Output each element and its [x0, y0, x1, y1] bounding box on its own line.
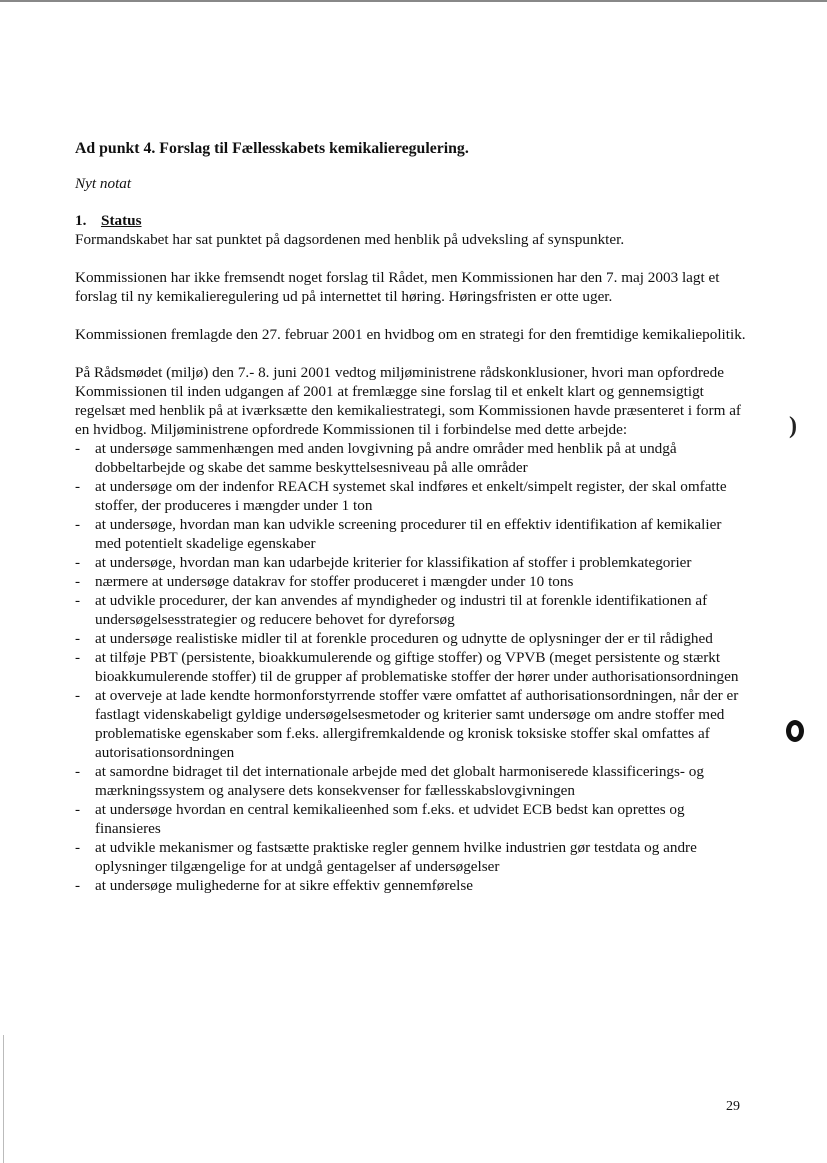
agenda-heading: Ad punkt 4. Forslag til Fællesskabets kemikalieregulering.	[75, 140, 469, 157]
bullet-marker: -	[75, 877, 81, 894]
bullet-marker: -	[75, 516, 81, 533]
list-item	[75, 876, 747, 895]
list-item-text: at undersøge, hvordan man kan udvikle screening procedurer til en effektiv identifikation af kemikalier med potentielt skadelige egenskaber	[95, 516, 722, 552]
bullet-marker: -	[75, 649, 81, 666]
list-item-text: at udvikle mekanismer og fastsætte praktiske regler gennem hvilke industrien gør testdata og andre oplysninger tilgængelige for at undgå gentagelser af undersøgelser	[95, 839, 697, 875]
margin-mark: )	[789, 413, 797, 439]
list-item-text: at undersøge hvordan en central kemikalieenhed som f.eks. et udvidet ECB bedst kan oprettes og finansieres	[95, 801, 685, 837]
paragraph: Formandskabet har sat punktet på dagsordenen med henblik på udveksling af synspunkter.	[75, 231, 625, 248]
bullet-marker: -	[75, 478, 81, 495]
document-body	[75, 139, 747, 895]
list-item	[75, 591, 747, 629]
bullet-marker: -	[75, 554, 81, 571]
list-item-text: at undersøge mulighederne for at sikre effektiv gennemførelse	[95, 877, 473, 894]
bullet-marker: -	[75, 839, 81, 856]
paragraph: Kommissionen har ikke fremsendt noget forslag til Rådet, men Kommissionen har den 7. maj 2003 lagt et forslag til ny kemikalieregulering ud på internettet til høring. Høringsfristen er otte uger.	[75, 269, 720, 305]
list-item-text: at udvikle procedurer, der kan anvendes af myndigheder og industri til at forenkle identifikationen af undersøgelsesstrategier og reducere behovet for dyreforsøg	[95, 592, 708, 628]
list-item	[75, 515, 747, 553]
list-item	[75, 838, 747, 876]
list-item-text: at samordne bidraget til det internationale arbejde med det globalt harmoniserede klassificerings- og mærkningssystem og analysere dets konsekvenser for fællesskabslovgivningen	[95, 763, 704, 799]
list-item	[75, 572, 747, 591]
list-item-text: at undersøge sammenhængen med anden lovgivning på andre områder med henblik på at undgå dobbeltarbejde og skabe det samme beskyttelsesniveau på alle områder	[95, 440, 677, 476]
paragraph: Kommissionen fremlagde den 27. februar 2001 en hvidbog om en strategi for den fremtidige kemikaliepolitik.	[75, 326, 746, 343]
bullet-list	[75, 439, 747, 895]
bullet-marker: -	[75, 687, 81, 704]
paragraph: På Rådsmødet (miljø) den 7.- 8. juni 2001 vedtog miljøministrene rådskonklusioner, hvori man opfordrede Kommissionen til inden udgangen af 2001 at fremlægge sine forslag til et enkelt klart og gennemsigtigt regelsæt med henblik på at iværksætte den kemikaliestrategi, som Kommissionen havde præsenteret i form af en hvidbog. Miljøministrene opfordrede Kommissionen til i forbindelse med dette arbejde:	[75, 364, 741, 438]
list-item	[75, 439, 747, 477]
page-number: 29	[726, 1099, 740, 1114]
list-item-text: at undersøge realistiske midler til at forenkle proceduren og udnytte de oplysninger der er til rådighed	[95, 630, 713, 647]
list-item	[75, 477, 747, 515]
bullet-marker: -	[75, 573, 81, 590]
list-item	[75, 553, 747, 572]
list-item	[75, 800, 747, 838]
punch-hole-mark	[786, 720, 804, 742]
bullet-marker: -	[75, 763, 81, 780]
list-item-text: at undersøge om der indenfor REACH systemet skal indføres et enkelt/simpelt register, der skal omfatte stoffer, der produceres i mængder under 1 ton	[95, 478, 727, 514]
list-item-text: at overveje at lade kendte hormonforstyrrende stoffer være omfattet af authorisationsordningen, når der er fastlagt videnskabeligt gyldige undersøgelsesmetoder og kriterier samt undersøge om andre stoffer med problematiske egenskaber som f.eks. allergifremkaldende og kronisk toksiske stoffer skal omfattes af autorisationsordningen	[95, 687, 739, 761]
scan-edge-line-left	[3, 1035, 4, 1163]
list-item	[75, 686, 747, 762]
section-title: Status	[101, 212, 142, 229]
bullet-marker: -	[75, 592, 81, 609]
list-item-text: at undersøge, hvordan man kan udarbejde kriterier for klassifikation af stoffer i problemkategorier	[95, 554, 692, 571]
section-heading	[75, 211, 747, 230]
scan-edge-line	[0, 0, 827, 2]
list-item-text: at tilføje PBT (persistente, bioakkumulerende og giftige stoffer) og VPVB (meget persistente og stærkt bioakkumulerende stoffer) til de grupper af problematiske stoffer der hører under authorisationsordningen	[95, 649, 739, 685]
list-item	[75, 629, 747, 648]
list-item	[75, 762, 747, 800]
list-item	[75, 648, 747, 686]
bullet-marker: -	[75, 630, 81, 647]
subtitle: Nyt notat	[75, 175, 132, 192]
bullet-marker: -	[75, 440, 81, 457]
section-number: 1.	[75, 212, 87, 229]
bullet-marker: -	[75, 801, 81, 818]
list-item-text: nærmere at undersøge datakrav for stoffer produceret i mængder under 10 tons	[95, 573, 574, 590]
